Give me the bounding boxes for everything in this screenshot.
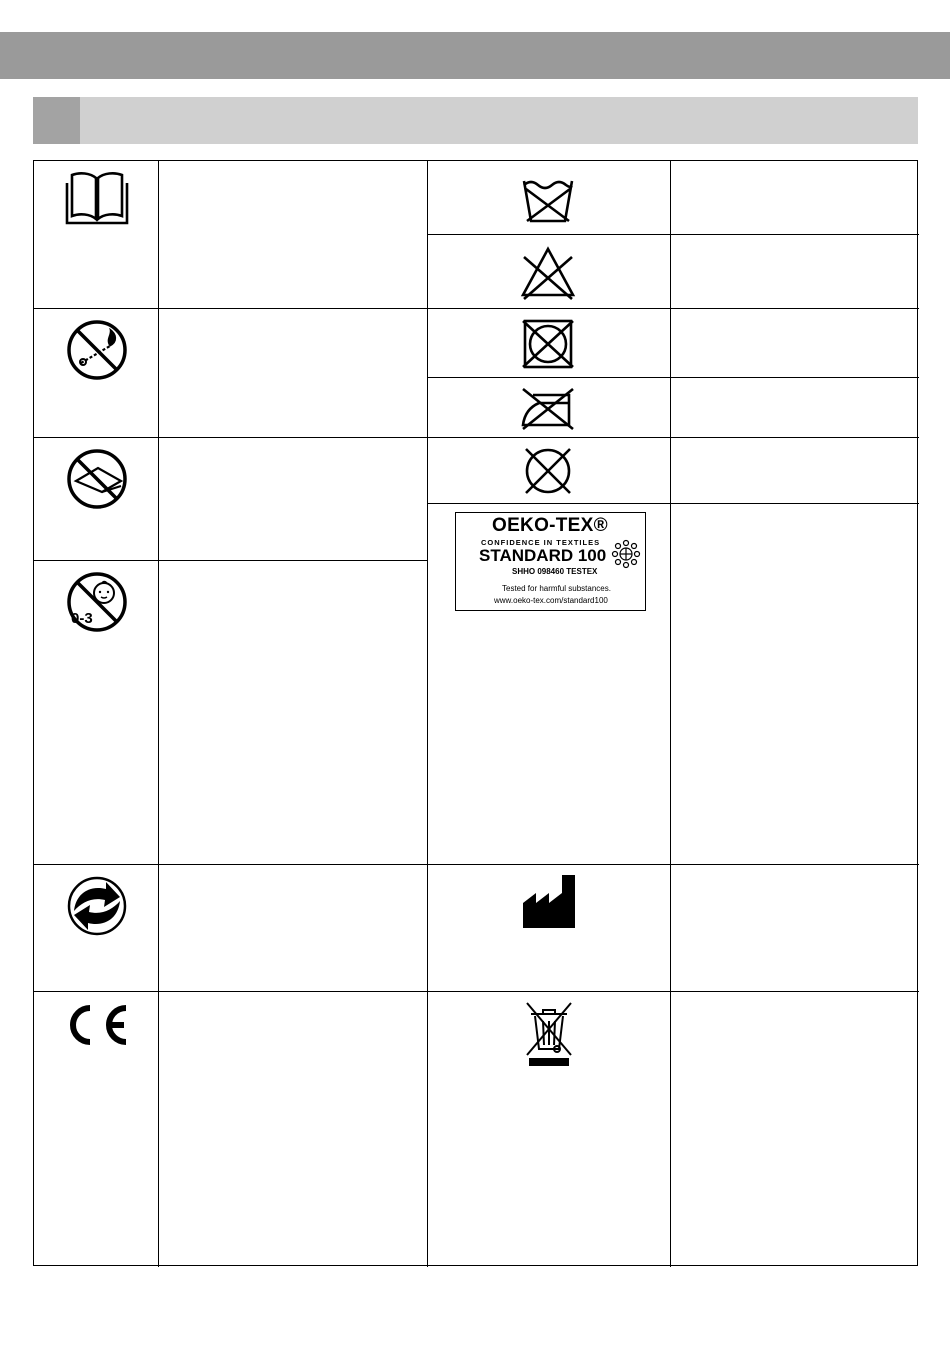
grid-line	[34, 437, 427, 438]
age-label: 0-3	[71, 610, 93, 627]
oeko-tex-url: www.oeko-tex.com/standard100	[494, 596, 608, 605]
green-dot-recycling-icon	[66, 875, 128, 937]
grid-line	[427, 864, 919, 865]
grid-line	[427, 503, 919, 504]
grid-line	[427, 234, 919, 235]
do-not-tumble-dry-icon	[521, 319, 575, 369]
no-open-flame-icon	[66, 319, 128, 381]
weee-crossed-bin-icon	[525, 1001, 573, 1067]
manufacturer-factory-icon	[521, 873, 577, 929]
section-header	[33, 97, 918, 144]
top-band	[0, 32, 950, 79]
symbols-table	[33, 160, 918, 1266]
oeko-tex-brand: OEKO-TEX®	[492, 515, 608, 536]
not-for-children-0-3-icon	[66, 571, 128, 633]
do-not-dry-clean-icon	[521, 445, 575, 497]
grid-line	[34, 308, 427, 309]
grid-line	[158, 161, 159, 1267]
do-not-iron-icon	[519, 385, 577, 431]
section-number-box	[33, 97, 80, 144]
ce-mark-icon	[63, 1003, 131, 1047]
grid-line	[34, 991, 427, 992]
do-not-bleach-icon	[520, 245, 576, 301]
grid-line	[34, 864, 427, 865]
do-not-cover-icon	[66, 448, 128, 510]
grid-line	[427, 308, 919, 309]
grid-line	[670, 161, 671, 1267]
oeko-tex-label	[455, 512, 646, 611]
oeko-tex-code: SHHO 098460 TESTEX	[512, 567, 598, 576]
grid-line	[427, 991, 919, 992]
grid-line	[427, 161, 428, 1267]
oeko-tex-standard: STANDARD 100	[479, 546, 607, 565]
grid-line	[427, 377, 919, 378]
oeko-tex-flower-icon	[611, 539, 641, 569]
grid-line	[427, 437, 919, 438]
grid-line	[34, 560, 427, 561]
oeko-tex-tested: Tested for harmful substances.	[502, 584, 611, 593]
oeko-tex-tagline: CONFIDENCE IN TEXTILES	[481, 538, 601, 547]
do-not-wash-icon	[519, 175, 577, 225]
read-instructions-icon	[64, 171, 130, 225]
